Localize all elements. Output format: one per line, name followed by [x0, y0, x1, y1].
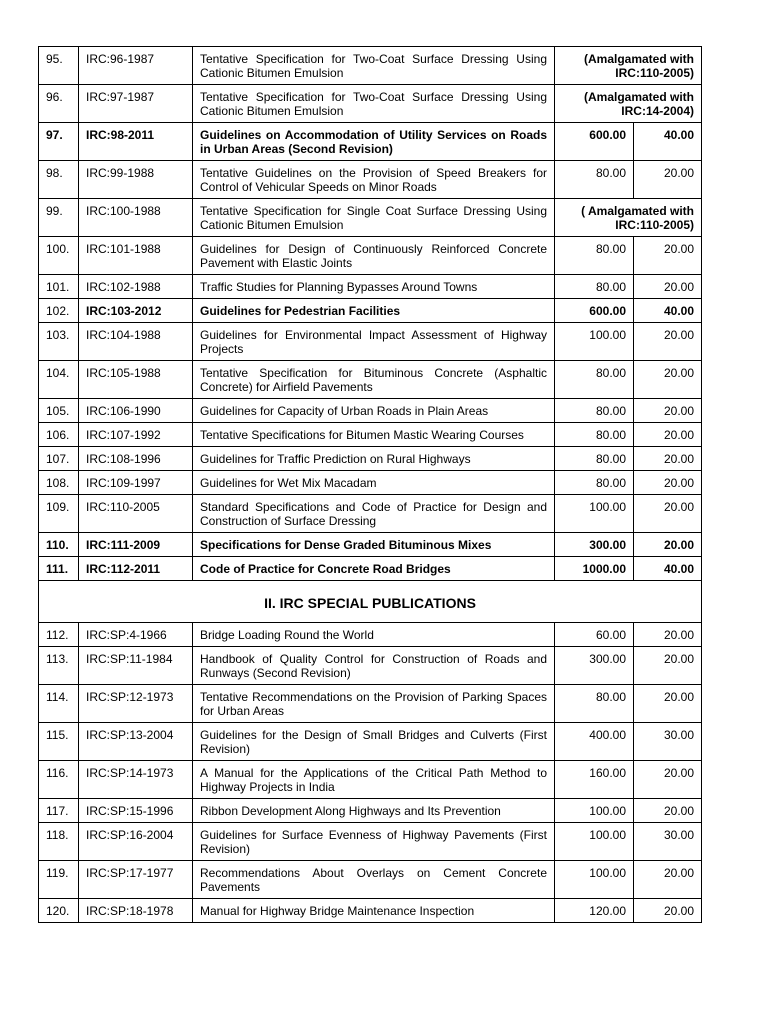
table-row	[39, 685, 702, 723]
postage-cell: 20.00	[634, 447, 702, 471]
row-number: 113.	[39, 647, 79, 685]
price-cell: 80.00	[555, 361, 634, 399]
publication-code: IRC:109-1997	[79, 471, 193, 495]
postage-cell: 20.00	[634, 647, 702, 685]
row-number: 101.	[39, 275, 79, 299]
publication-title: Guidelines on Accommodation of Utility Services on Roads in Urban Areas (Second Revision)	[193, 123, 555, 161]
postage-cell: 20.00	[634, 471, 702, 495]
publication-title: A Manual for the Applications of the Critical Path Method to Highway Projects in India	[193, 761, 555, 799]
amalgamated-note: ( Amalgamated with IRC:110-2005)	[555, 199, 702, 237]
postage-cell: 20.00	[634, 861, 702, 899]
price-cell: 600.00	[555, 123, 634, 161]
publication-code: IRC:SP:17-1977	[79, 861, 193, 899]
publication-title: Guidelines for the Design of Small Bridges and Culverts (First Revision)	[193, 723, 555, 761]
publication-title: Guidelines for Wet Mix Macadam	[193, 471, 555, 495]
price-cell: 100.00	[555, 823, 634, 861]
row-number: 104.	[39, 361, 79, 399]
table-row	[39, 471, 702, 495]
publication-code: IRC:112-2011	[79, 557, 193, 581]
postage-cell: 20.00	[634, 899, 702, 923]
postage-cell: 20.00	[634, 799, 702, 823]
section-heading: II. IRC SPECIAL PUBLICATIONS	[39, 581, 702, 623]
publication-code: IRC:SP:18-1978	[79, 899, 193, 923]
publication-title: Tentative Specification for Single Coat Surface Dressing Using Cationic Bitumen Emulsion	[193, 199, 555, 237]
postage-cell: 40.00	[634, 557, 702, 581]
publication-title: Standard Specifications and Code of Practice for Design and Construction of Surface Dressing	[193, 495, 555, 533]
table-row	[39, 447, 702, 471]
publication-title: Tentative Specification for Two-Coat Surface Dressing Using Cationic Bitumen Emulsion	[193, 85, 555, 123]
price-cell: 1000.00	[555, 557, 634, 581]
publication-title: Tentative Specification for Bituminous Concrete (Asphaltic Concrete) for Airfield Pavements	[193, 361, 555, 399]
row-number: 120.	[39, 899, 79, 923]
row-number: 95.	[39, 47, 79, 85]
price-cell: 80.00	[555, 447, 634, 471]
publication-title: Guidelines for Pedestrian Facilities	[193, 299, 555, 323]
table-row	[39, 237, 702, 275]
row-number: 108.	[39, 471, 79, 495]
table-row	[39, 161, 702, 199]
table-row	[39, 861, 702, 899]
table-row	[39, 47, 702, 85]
row-number: 98.	[39, 161, 79, 199]
publication-code: IRC:96-1987	[79, 47, 193, 85]
table-row	[39, 85, 702, 123]
price-cell: 80.00	[555, 237, 634, 275]
row-number: 118.	[39, 823, 79, 861]
table-row	[39, 533, 702, 557]
publication-code: IRC:SP:11-1984	[79, 647, 193, 685]
section-heading-row	[39, 581, 702, 623]
publication-code: IRC:SP:16-2004	[79, 823, 193, 861]
row-number: 114.	[39, 685, 79, 723]
publication-code: IRC:98-2011	[79, 123, 193, 161]
table-row	[39, 361, 702, 399]
publication-title: Bridge Loading Round the World	[193, 623, 555, 647]
postage-cell: 20.00	[634, 361, 702, 399]
row-number: 109.	[39, 495, 79, 533]
table-row	[39, 899, 702, 923]
row-number: 111.	[39, 557, 79, 581]
row-number: 107.	[39, 447, 79, 471]
publication-title: Tentative Guidelines on the Provision of Speed Breakers for Control of Vehicular Speeds on Minor Roads	[193, 161, 555, 199]
postage-cell: 20.00	[634, 495, 702, 533]
amalgamated-note: (Amalgamated with IRC:14-2004)	[555, 85, 702, 123]
table-row	[39, 647, 702, 685]
table-row	[39, 761, 702, 799]
publication-title: Guidelines for Design of Continuously Reinforced Concrete Pavement with Elastic Joints	[193, 237, 555, 275]
postage-cell: 20.00	[634, 161, 702, 199]
price-cell: 60.00	[555, 623, 634, 647]
publication-title: Ribbon Development Along Highways and Its Prevention	[193, 799, 555, 823]
postage-cell: 20.00	[634, 685, 702, 723]
price-cell: 160.00	[555, 761, 634, 799]
publication-code: IRC:102-1988	[79, 275, 193, 299]
publication-code: IRC:101-1988	[79, 237, 193, 275]
price-cell: 300.00	[555, 533, 634, 557]
price-cell: 80.00	[555, 275, 634, 299]
table-row	[39, 199, 702, 237]
table-row	[39, 275, 702, 299]
price-cell: 100.00	[555, 323, 634, 361]
row-number: 100.	[39, 237, 79, 275]
postage-cell: 20.00	[634, 237, 702, 275]
postage-cell: 20.00	[634, 275, 702, 299]
publication-title: Guidelines for Traffic Prediction on Rural Highways	[193, 447, 555, 471]
publication-title: Manual for Highway Bridge Maintenance Inspection	[193, 899, 555, 923]
row-number: 103.	[39, 323, 79, 361]
publication-title: Guidelines for Surface Evenness of Highway Pavements (First Revision)	[193, 823, 555, 861]
row-number: 110.	[39, 533, 79, 557]
publications-table	[38, 46, 702, 923]
publication-code: IRC:108-1996	[79, 447, 193, 471]
postage-cell: 30.00	[634, 823, 702, 861]
table-row	[39, 495, 702, 533]
postage-cell: 20.00	[634, 623, 702, 647]
postage-cell: 20.00	[634, 399, 702, 423]
publication-code: IRC:100-1988	[79, 199, 193, 237]
table-row	[39, 799, 702, 823]
postage-cell: 20.00	[634, 323, 702, 361]
publication-title: Tentative Specifications for Bitumen Mastic Wearing Courses	[193, 423, 555, 447]
table-row	[39, 423, 702, 447]
amalgamated-note: (Amalgamated with IRC:110-2005)	[555, 47, 702, 85]
publication-title: Handbook of Quality Control for Construction of Roads and Runways (Second Revision)	[193, 647, 555, 685]
table-row	[39, 623, 702, 647]
table-row	[39, 823, 702, 861]
postage-cell: 20.00	[634, 423, 702, 447]
row-number: 119.	[39, 861, 79, 899]
publication-title: Guidelines for Capacity of Urban Roads in Plain Areas	[193, 399, 555, 423]
price-cell: 300.00	[555, 647, 634, 685]
publication-title: Code of Practice for Concrete Road Bridges	[193, 557, 555, 581]
row-number: 97.	[39, 123, 79, 161]
price-cell: 80.00	[555, 423, 634, 447]
row-number: 105.	[39, 399, 79, 423]
publication-code: IRC:106-1990	[79, 399, 193, 423]
price-cell: 100.00	[555, 495, 634, 533]
table-row	[39, 723, 702, 761]
publication-code: IRC:97-1987	[79, 85, 193, 123]
publication-code: IRC:SP:15-1996	[79, 799, 193, 823]
row-number: 116.	[39, 761, 79, 799]
postage-cell: 40.00	[634, 299, 702, 323]
publication-title: Specifications for Dense Graded Bituminous Mixes	[193, 533, 555, 557]
row-number: 115.	[39, 723, 79, 761]
row-number: 99.	[39, 199, 79, 237]
row-number: 102.	[39, 299, 79, 323]
publication-code: IRC:SP:13-2004	[79, 723, 193, 761]
price-cell: 100.00	[555, 861, 634, 899]
price-cell: 80.00	[555, 471, 634, 495]
price-cell: 120.00	[555, 899, 634, 923]
table-row	[39, 557, 702, 581]
row-number: 117.	[39, 799, 79, 823]
price-cell: 80.00	[555, 161, 634, 199]
publication-title: Tentative Recommendations on the Provision of Parking Spaces for Urban Areas	[193, 685, 555, 723]
postage-cell: 20.00	[634, 533, 702, 557]
row-number: 96.	[39, 85, 79, 123]
table-row	[39, 399, 702, 423]
price-cell: 80.00	[555, 399, 634, 423]
price-cell: 100.00	[555, 799, 634, 823]
publication-title: Traffic Studies for Planning Bypasses Around Towns	[193, 275, 555, 299]
postage-cell: 40.00	[634, 123, 702, 161]
publication-code: IRC:99-1988	[79, 161, 193, 199]
publication-code: IRC:111-2009	[79, 533, 193, 557]
postage-cell: 30.00	[634, 723, 702, 761]
publication-code: IRC:SP:12-1973	[79, 685, 193, 723]
publication-title: Tentative Specification for Two-Coat Surface Dressing Using Cationic Bitumen Emulsion	[193, 47, 555, 85]
price-cell: 80.00	[555, 685, 634, 723]
publication-title: Guidelines for Environmental Impact Assessment of Highway Projects	[193, 323, 555, 361]
publication-code: IRC:SP:4-1966	[79, 623, 193, 647]
publication-title: Recommendations About Overlays on Cement Concrete Pavements	[193, 861, 555, 899]
row-number: 112.	[39, 623, 79, 647]
publication-code: IRC:SP:14-1973	[79, 761, 193, 799]
publication-code: IRC:110-2005	[79, 495, 193, 533]
table-row	[39, 123, 702, 161]
price-cell: 400.00	[555, 723, 634, 761]
publication-code: IRC:103-2012	[79, 299, 193, 323]
publication-code: IRC:105-1988	[79, 361, 193, 399]
table-row	[39, 323, 702, 361]
postage-cell: 20.00	[634, 761, 702, 799]
publication-code: IRC:107-1992	[79, 423, 193, 447]
table-row	[39, 299, 702, 323]
price-cell: 600.00	[555, 299, 634, 323]
row-number: 106.	[39, 423, 79, 447]
publication-code: IRC:104-1988	[79, 323, 193, 361]
